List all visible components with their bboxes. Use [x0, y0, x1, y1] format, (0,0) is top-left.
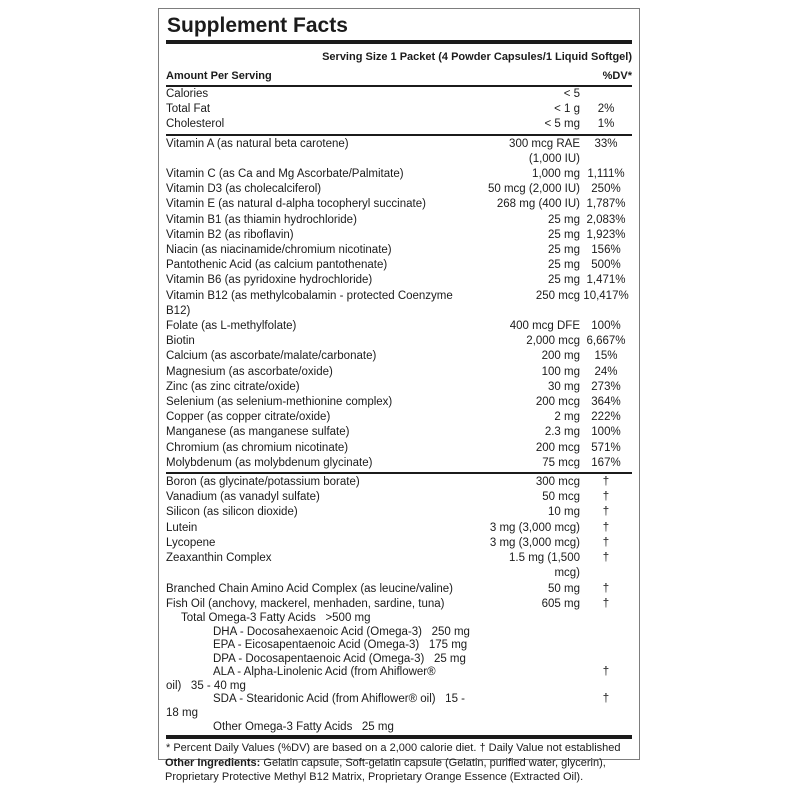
nutrient-amount: 200 mg — [541, 350, 580, 363]
nutrient-dv: 273% — [591, 380, 621, 393]
table-row — [166, 721, 632, 735]
nutrient-amount: 25 mg — [548, 259, 580, 272]
nutrient-amount: 605 mg — [541, 597, 580, 610]
nutrient-name: Silicon (as silicon dioxide) — [166, 506, 298, 519]
table-row — [166, 213, 632, 228]
table-row — [166, 551, 632, 581]
table-row — [166, 182, 632, 197]
nutrient-name: ALA - Alpha-Linolenic Acid (from Ahiflower® — [213, 666, 436, 679]
table-row — [166, 521, 632, 536]
nutrient-name: Zinc (as zinc citrate/oxide) — [166, 380, 300, 393]
nutrient-name: Total Fat — [166, 103, 211, 116]
serving-size: Serving Size 1 Packet (4 Powder Capsules/1 Liquid Softgel) — [322, 51, 632, 63]
table-row — [166, 410, 632, 425]
table-row — [166, 273, 632, 288]
table-row — [166, 349, 632, 364]
nutrient-name: Vitamin C (as Ca and Mg Ascorbate/Palmitate) — [166, 168, 404, 181]
nutrient-name: Fish Oil (anchovy, mackerel, menhaden, sardine, tuna) — [166, 597, 445, 610]
nutrient-amount: 25 mg — [548, 228, 580, 241]
nutrient-amount: 25 mg — [548, 213, 580, 226]
nutrient-name: Vitamin B12 (as methylcobalamin - protected Coenzyme B12) — [166, 289, 472, 319]
nutrient-name: EPA - Eicosapentaenoic Acid (Omega-3) 175 mg — [213, 639, 468, 652]
trace-rows-section — [166, 475, 632, 612]
dv-header-label: %DV* — [602, 70, 632, 82]
table-row — [166, 334, 632, 349]
nutrient-amount: 10 mg — [548, 506, 580, 519]
nutrient-amount: 3 mg (3,000 mcg) — [489, 536, 580, 549]
nutrient-dv: 1,471% — [586, 274, 626, 287]
nutrient-amount-wrap: mcg) — [554, 567, 580, 580]
nutrient-dv: 100% — [591, 426, 621, 439]
nutrient-amount: 1,000 mg — [532, 168, 580, 181]
nutrient-dv: 500% — [591, 259, 621, 272]
nutrient-dv: 6,667% — [586, 335, 626, 348]
nutrient-amount: 50 mg — [548, 582, 580, 595]
table-row — [166, 536, 632, 551]
section-divider-minerals — [166, 472, 632, 474]
nutrient-dv: 2,083% — [586, 213, 626, 226]
macro-rows-section — [166, 87, 632, 133]
nutrient-dv: † — [602, 491, 610, 504]
nutrient-name: Biotin — [166, 335, 195, 348]
nutrient-continuation: oil) 35 - 40 mg — [166, 679, 246, 692]
nutrient-name: Vitamin B2 (as riboflavin) — [166, 228, 294, 241]
table-row — [166, 87, 632, 102]
table-row — [166, 167, 632, 182]
table-row — [166, 441, 632, 456]
nutrient-amount: 268 mg (400 IU) — [496, 198, 580, 211]
nutrient-name: Boron (as glycinate/potassium borate) — [166, 476, 360, 489]
table-row — [166, 117, 632, 132]
nutrient-name: Vitamin B6 (as pyridoxine hydrochloride) — [166, 274, 373, 287]
nutrient-dv: 1,787% — [586, 198, 626, 211]
table-row — [166, 612, 632, 626]
nutrient-dv: † — [602, 506, 610, 519]
nutrient-name: Vitamin A (as natural beta carotene) — [166, 137, 349, 150]
table-row — [166, 693, 632, 707]
footnote: * Percent Daily Values (%DV) are based on a 2,000 calorie diet. † Daily Value not established — [166, 742, 621, 755]
nutrient-name: Calories — [166, 88, 209, 100]
table-row — [166, 582, 632, 597]
nutrient-dv: 33% — [594, 137, 618, 150]
nutrient-dv: † — [602, 666, 610, 679]
nutrient-name: Selenium (as selenium-methionine complex) — [166, 396, 393, 409]
nutrient-dv: 15% — [594, 350, 618, 363]
nutrient-amount: 200 mcg — [535, 396, 580, 409]
table-row — [166, 197, 632, 212]
nutrient-amount: 2 mg — [554, 411, 580, 424]
nutrient-dv: 156% — [591, 244, 621, 257]
nutrient-name: Folate (as L-methylfolate) — [166, 320, 297, 333]
nutrient-dv: 222% — [591, 411, 621, 424]
table-row — [166, 137, 632, 167]
section-divider-macros — [166, 134, 632, 136]
nutrient-dv: 1% — [597, 118, 615, 131]
nutrient-name: Chromium (as chromium nicotinate) — [166, 441, 349, 454]
table-row — [166, 425, 632, 440]
nutrient-amount: 3 mg (3,000 mcg) — [489, 521, 580, 534]
nutrient-dv: † — [602, 536, 610, 549]
table-row — [166, 243, 632, 258]
nutrient-amount: 250 mcg — [535, 289, 580, 302]
nutrient-dv: 364% — [591, 396, 621, 409]
table-row — [166, 597, 632, 612]
nutrient-name: DHA - Docosahexaenoic Acid (Omega-3) 250 mg — [213, 625, 470, 638]
nutrient-dv: 10,417% — [583, 289, 629, 302]
table-row — [166, 666, 632, 680]
nutrient-name: Vitamin B1 (as thiamin hydrochloride) — [166, 213, 357, 226]
other-ingredients-label: Other Ingredients: — [165, 757, 261, 769]
nutrient-amount: 2.3 mg — [544, 426, 580, 439]
table-row — [166, 490, 632, 505]
omega3-rows-section — [166, 612, 632, 734]
nutrient-amount: 200 mcg — [535, 441, 580, 454]
nutrient-amount: < 5 — [563, 88, 580, 100]
nutrient-name: Copper (as copper citrate/oxide) — [166, 411, 331, 424]
supplement-facts-panel — [158, 8, 640, 760]
nutrient-dv: 1,111% — [587, 168, 625, 181]
nutrient-amount-wrap: (1,000 IU) — [528, 152, 580, 165]
vitamin-rows-section — [166, 137, 632, 471]
nutrient-dv: 100% — [591, 320, 621, 333]
nutrient-name: Total Omega-3 Fatty Acids >500 mg — [181, 611, 371, 624]
table-row — [166, 102, 632, 117]
panel-title: Supplement Facts — [167, 14, 348, 37]
nutrient-amount: 1.5 mg (1,500 mcg) — [472, 551, 580, 581]
table-row — [166, 228, 632, 243]
nutrient-dv: † — [602, 552, 610, 565]
nutrient-amount: 50 mcg (2,000 IU) — [487, 183, 580, 196]
nutrient-amount: 300 mcg RAE (1,000 IU) — [472, 137, 580, 167]
table-row — [166, 319, 632, 334]
nutrient-amount: 300 mcg — [535, 476, 580, 489]
table-row — [166, 475, 632, 490]
nutrient-dv: † — [602, 582, 610, 595]
nutrient-dv: † — [602, 597, 610, 610]
column-header-row — [166, 70, 632, 87]
nutrient-name: Manganese (as manganese sulfate) — [166, 426, 350, 439]
nutrient-name: Lutein — [166, 521, 198, 534]
table-row — [166, 365, 632, 380]
nutrient-name: Vitamin E (as natural d-alpha tocopheryl succinate) — [166, 198, 426, 211]
nutrient-name: Lycopene — [166, 536, 216, 549]
nutrient-name: Calcium (as ascorbate/malate/carbonate) — [166, 350, 377, 363]
other-ingredients — [165, 756, 627, 784]
nutrient-name: Vanadium (as vanadyl sulfate) — [166, 491, 320, 504]
nutrient-dv: 2% — [597, 103, 615, 116]
nutrient-name: Pantothenic Acid (as calcium pantothenate) — [166, 259, 388, 272]
nutrient-amount: < 1 g — [554, 103, 580, 116]
nutrient-dv: 571% — [591, 441, 621, 454]
table-row — [166, 380, 632, 395]
nutrient-amount: 30 mg — [548, 380, 580, 393]
nutrient-dv: 167% — [591, 456, 621, 469]
nutrient-dv: † — [602, 476, 610, 489]
nutrient-name: Vitamin D3 (as cholecalciferol) — [166, 183, 322, 196]
nutrient-name: Other Omega-3 Fatty Acids 25 mg — [213, 720, 394, 733]
nutrient-amount: 2,000 mcg — [526, 335, 580, 348]
table-row — [166, 395, 632, 410]
nutrient-dv: † — [602, 521, 610, 534]
nutrient-amount: 25 mg — [548, 244, 580, 257]
nutrient-name: SDA - Stearidonic Acid (from Ahiflower® oil) 15 - — [213, 693, 465, 706]
nutrient-amount: 50 mcg — [542, 491, 580, 504]
nutrient-name: DPA - Docosapentaenoic Acid (Omega-3) 25 mg — [213, 652, 466, 665]
nutrient-continuation: 18 mg — [166, 707, 198, 720]
nutrient-dv: † — [602, 693, 610, 706]
nutrient-dv: 24% — [594, 365, 618, 378]
table-row — [166, 505, 632, 520]
nutrient-dv: 250% — [591, 183, 621, 196]
nutrient-amount: 100 mg — [541, 365, 580, 378]
table-row — [166, 289, 632, 319]
other-ingredients-line1: Gelatin capsule, Soft-gelatin capsule (Gelatin, purified water, glycerin), — [260, 757, 606, 769]
table-row — [166, 456, 632, 471]
nutrient-amount: < 5 mg — [544, 118, 580, 131]
title-divider-bar — [166, 40, 632, 44]
nutrient-amount: 75 mcg — [542, 456, 580, 469]
table-row — [166, 639, 632, 653]
other-ingredients-line2: Proprietary Protective Methyl B12 Matrix, Proprietary Orange Essence (Extracted Oil). — [165, 771, 584, 783]
nutrient-amount: 25 mg — [548, 274, 580, 287]
nutrient-dv: 1,923% — [586, 228, 626, 241]
nutrient-name: Niacin (as niacinamide/chromium nicotinate) — [166, 244, 392, 257]
nutrient-amount: 400 mcg DFE — [509, 320, 580, 333]
nutrient-name: Zeaxanthin Complex — [166, 552, 272, 565]
table-row — [166, 653, 632, 667]
amount-per-serving-label: Amount Per Serving — [166, 70, 272, 82]
table-row — [166, 626, 632, 640]
nutrient-name: Cholesterol — [166, 118, 225, 131]
nutrient-name: Magnesium (as ascorbate/oxide) — [166, 365, 333, 378]
nutrient-name-wrap: B12) — [166, 304, 191, 317]
nutrient-name: Molybdenum (as molybdenum glycinate) — [166, 456, 373, 469]
nutrient-name: Branched Chain Amino Acid Complex (as leucine/valine) — [166, 582, 454, 595]
table-row — [166, 258, 632, 273]
